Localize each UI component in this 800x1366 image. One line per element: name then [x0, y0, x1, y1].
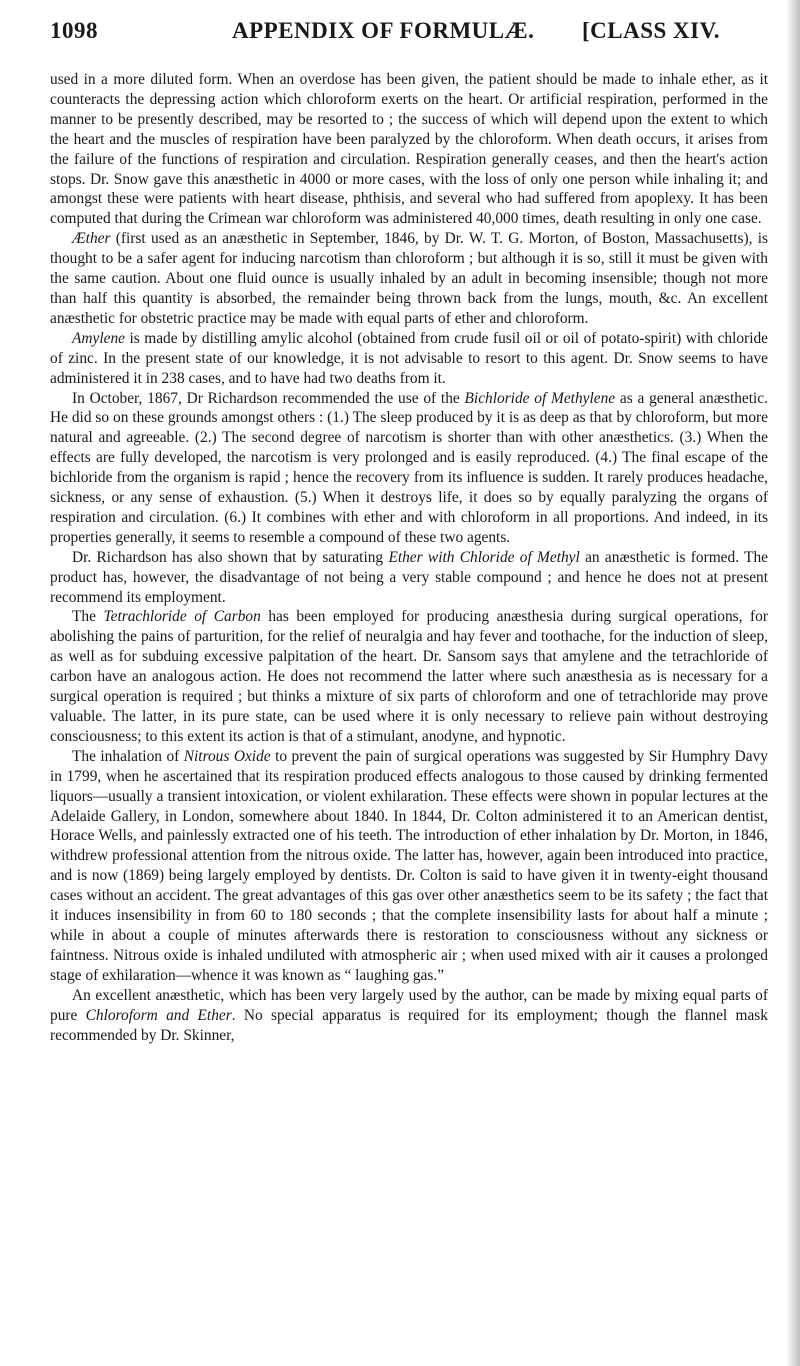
text-run: The [72, 608, 104, 626]
italic-term: Æther [72, 230, 111, 248]
text-run: . No special apparatus is required for its employment; though the flannel mask recommended by Dr. Skinner, [50, 1006, 768, 1044]
text-run: an anæsthetic is formed. The product has, however, the disadvantage of not being a very stable compound ; and hence he does not at present recommend its employment. [50, 548, 769, 606]
body-text [50, 70, 768, 1045]
class-label: [CLASS XIV. [582, 18, 721, 43]
paragraph [50, 389, 768, 548]
italic-term: Tetrachloride of Carbon [103, 608, 261, 626]
italic-term: Ether with Chloride of Methyl [388, 548, 580, 566]
text-run: An excellent anæsthetic, which has been very largely used by the author, can be made by mixing equal parts of pure [50, 986, 768, 1024]
paragraph [50, 607, 768, 746]
italic-term: Amylene [72, 329, 125, 347]
paragraph [50, 747, 768, 986]
running-header [50, 8, 768, 48]
paragraph [50, 70, 768, 229]
page-edge-shadow [786, 0, 800, 1366]
italic-term: Bichloride of Methylene [464, 389, 616, 407]
text-run: Dr. Richardson has also shown that by saturating [72, 548, 389, 566]
paragraph [50, 548, 768, 608]
page-number: 1098 [50, 18, 98, 43]
running-title: APPENDIX OF FORMULÆ. [232, 18, 535, 43]
text-run: (first used as an anæsthetic in September, 1846, by Dr. W. T. G. Morton, of Boston, Massachusetts), is thought to be a safer agent for inducing narcotism than chloroform ; but although it is so, still it must be given with the same caution. About one fluid ounce is usually inhaled by an adult in becoming insensible; though not more than half this quantity is absorbed, the remainder being thrown back from the lungs, mouth, &c. An excellent anæsthetic for obstetric practice may be made with equal parts of ether and chloroform. [50, 230, 768, 327]
text-run: is made by distilling amylic alcohol (obtained from crude fusil oil or oil of potato-spirit) with chloride of zinc. In the present state of our knowledge, it is not advisable to resort to this agent. Dr. Snow seems to have administered it in 238 cases, and to have had two deaths from it. [50, 329, 768, 387]
text-run: used in a more diluted form. When an overdose has been given, the patient should be made to inhale ether, as it counteracts the depressing action which chloroform exerts on the heart. Or artificial respiration, performed in the manner to be presently described, may be resorted to ; the success of which will depend upon the extent to which the heart and the muscles of respiration have been paralyzed by the chloroform. When death occurs, it arises from the failure of the functions of respiration and circulation. Respiration generally ceases, and then the heart's action stops. Dr. Snow gave this anæsthetic in 4000 or more cases, with the loss of only one person while inhaling it; and amongst these were patients with heart disease, phthisis, and several who had suffered from apoplexy. It has been computed that during the Crimean war chloroform was administered 40,000 times, death resulting in only one case. [50, 71, 768, 228]
italic-term: Nitrous Oxide [183, 747, 271, 765]
paragraph [50, 986, 768, 1046]
text-run: to prevent the pain of surgical operations was suggested by Sir Humphry Davy in 1799, when he ascertained that its respiration produced effects analogous to those caused by drinking fermented liquors—usually a transient intoxication, or violent exhilaration. These effects were shown in popular lectures at the Adelaide Gallery, in London, somewhere about 1840. In 1844, Dr. Colton administered it to an American dentist, Horace Wells, and painlessly extracted one of his teeth. The introduction of ether inhalation by Dr. Morton, in 1846, withdrew professional attention from the nitrous oxide. The latter has, however, again been introduced into practice, and is now (1869) being largely employed by dentists. Dr. Colton is said to have given it in twenty-eight thousand cases without an accident. The great advantages of this gas over other anæsthetics seem to be its safety ; the fact that it induces insensibility in from 60 to 180 seconds ; that the complete insensibility lasts for about half a minute ; while in about a couple of minutes afterwards there is restoration to consciousness without any sickness or faintness. Nitrous oxide is inhaled undiluted with atmospheric air ; when used mixed with air it causes a prolonged stage of exhilaration—whence it was known as “ laughing gas.” [50, 747, 768, 984]
text-run: as a general anæsthetic. He did so on these grounds amongst others : (1.) The sleep produced by it is as deep as that by chloroform, but more natural and agreeable. (2.) The second degree of narcotism is shorter than with other anæsthetics. (3.) When the effects are fully developed, the narcotism is very prolonged and is easily reproduced. (4.) The final escape of the bichloride from the organism is rapid ; hence the recovery from its influence is sudden. It rarely produces headache, sickness, or any sense of exhaustion. (5.) When it destroys life, it does so by equally paralyzing the organs of respiration and circulation. (6.) It combines with ether and with chloroform in all proportions. And indeed, in its properties generally, it seems to resemble a compound of these two agents. [50, 389, 768, 546]
italic-term: Chloroform and Ether [85, 1006, 232, 1024]
book-page [50, 8, 768, 1045]
paragraph [50, 229, 768, 329]
text-run: The inhalation of [72, 747, 184, 765]
text-run: In October, 1867, Dr Richardson recommended the use of the [72, 389, 465, 407]
paragraph [50, 329, 768, 389]
text-run: has been employed for producing anæsthesia during surgical operations, for abolishing the pains of parturition, for the relief of neuralgia and hay fever and toothache, for the induction of sleep, as well as for subduing excessive palpitation of the heart. Dr. Sansom says that amylene and the tetrachloride of carbon have an analogous action. He does not recommend the latter where such anæsthesia as is necessary for a surgical operation is required ; but thinks a mixture of six parts of chloroform and one of tetrachloride may prove valuable. The latter, in its pure state, can be used where it is only necessary to relieve pain without destroying consciousness; to this extent its action is that of a stimulant, anodyne, and hypnotic. [50, 608, 768, 745]
